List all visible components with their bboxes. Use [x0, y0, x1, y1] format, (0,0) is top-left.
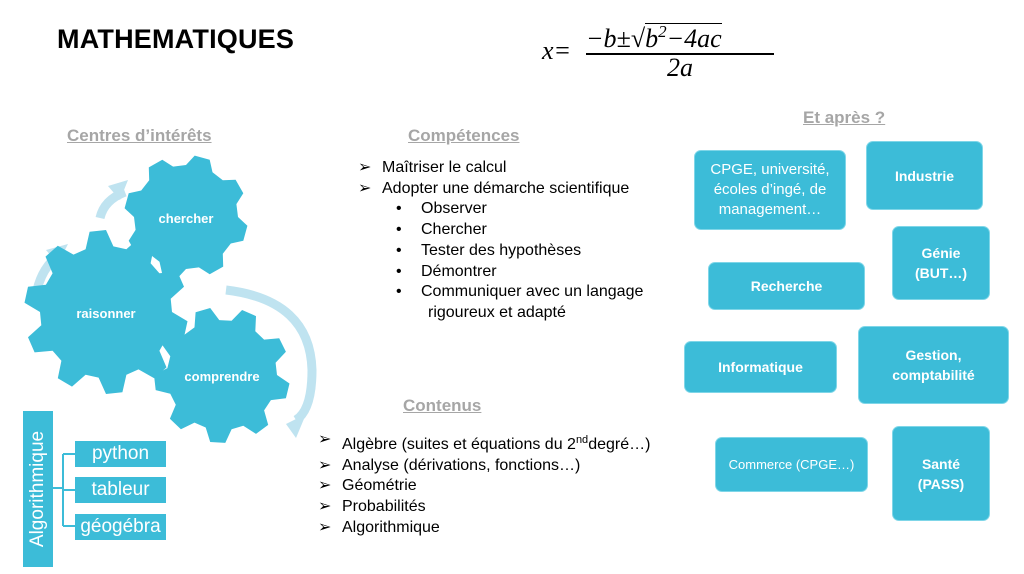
algorithmique-connector — [53, 440, 77, 540]
competence-subitem: • Chercher — [358, 220, 688, 241]
formula-denominator: 2a — [667, 53, 693, 82]
contenu-item: ➢ Algorithmique — [318, 518, 698, 539]
gear-label-comprendre: comprendre — [184, 369, 260, 384]
career-box-industrie: Industrie — [866, 141, 983, 210]
dot-bullet-icon: • — [396, 241, 402, 259]
arrow-bullet-icon: ➢ — [318, 431, 332, 448]
interests-heading: Centres d’intérêts — [67, 126, 212, 145]
gear-label-raisonner: raisonner — [76, 306, 136, 321]
competence-subitem: • Démontrer — [358, 262, 688, 283]
apres-heading: Et après ? — [803, 108, 886, 127]
contenu-item: ➢ Probabilités — [318, 497, 698, 518]
competence-subitem: • Observer — [358, 199, 688, 220]
algo-item-geogebra: géogébra — [75, 514, 166, 540]
career-box-recherche: Recherche — [708, 262, 865, 310]
dot-bullet-icon: • — [396, 221, 402, 239]
dot-bullet-icon: • — [396, 200, 402, 218]
formula-lhs: x= — [542, 36, 572, 65]
competence-subitem: • Communiquer avec un langage — [358, 282, 688, 303]
dot-bullet-icon: • — [396, 283, 402, 301]
page-title: MATHEMATIQUES — [57, 24, 295, 54]
career-box-commerce: Commerce (CPGE…) — [715, 437, 868, 492]
arrow-bullet-icon: ➢ — [318, 498, 332, 516]
career-box-genie: Génie (BUT…) — [892, 226, 990, 300]
competence-subitem: • Tester des hypothèses — [358, 241, 688, 262]
arrow-bullet-icon: ➢ — [318, 477, 332, 495]
gears-diagram — [0, 150, 340, 450]
competence-item: ➢ Adopter une démarche scientifique — [358, 179, 688, 200]
contenu-item: ➢ Analyse (dérivations, fonctions…) — [318, 456, 698, 477]
arrow-bullet-icon: ➢ — [358, 179, 372, 197]
competence-item: ➢ Maîtriser le calcul — [358, 158, 688, 179]
career-box-cpge: CPGE, université, écoles d’ingé, de management… — [694, 150, 846, 230]
contenus-heading: Contenus — [403, 396, 482, 415]
competences-heading: Compétences — [408, 126, 520, 145]
gear-label-chercher: chercher — [158, 211, 214, 226]
algo-item-python: python — [75, 441, 166, 467]
contenus-list — [318, 430, 698, 539]
formula-numerator: $-b\pm√b^2-4ac$ — [586, 22, 722, 53]
arrow-bullet-icon: ➢ — [358, 159, 372, 176]
algorithmique-label: Algorithmique — [27, 430, 48, 548]
arrow-bullet-icon: ➢ — [318, 456, 332, 474]
dot-bullet-icon: • — [396, 262, 402, 280]
algo-item-tableur: tableur — [75, 477, 166, 503]
contenu-item: ➢ Algèbre (suites et équations du 2nddegré…) — [318, 431, 651, 453]
competence-subitem-continuation: rigoureux et adapté — [428, 303, 566, 321]
career-box-gestion: Gestion, comptabilité — [858, 326, 1009, 404]
algorithmique-label-box — [23, 411, 53, 567]
arrow-bullet-icon: ➢ — [318, 518, 332, 536]
contenu-item: ➢ Géométrie — [318, 476, 698, 497]
competences-list — [358, 158, 688, 324]
career-box-informatique: Informatique — [684, 341, 837, 393]
career-box-sante: Santé (PASS) — [892, 426, 990, 521]
